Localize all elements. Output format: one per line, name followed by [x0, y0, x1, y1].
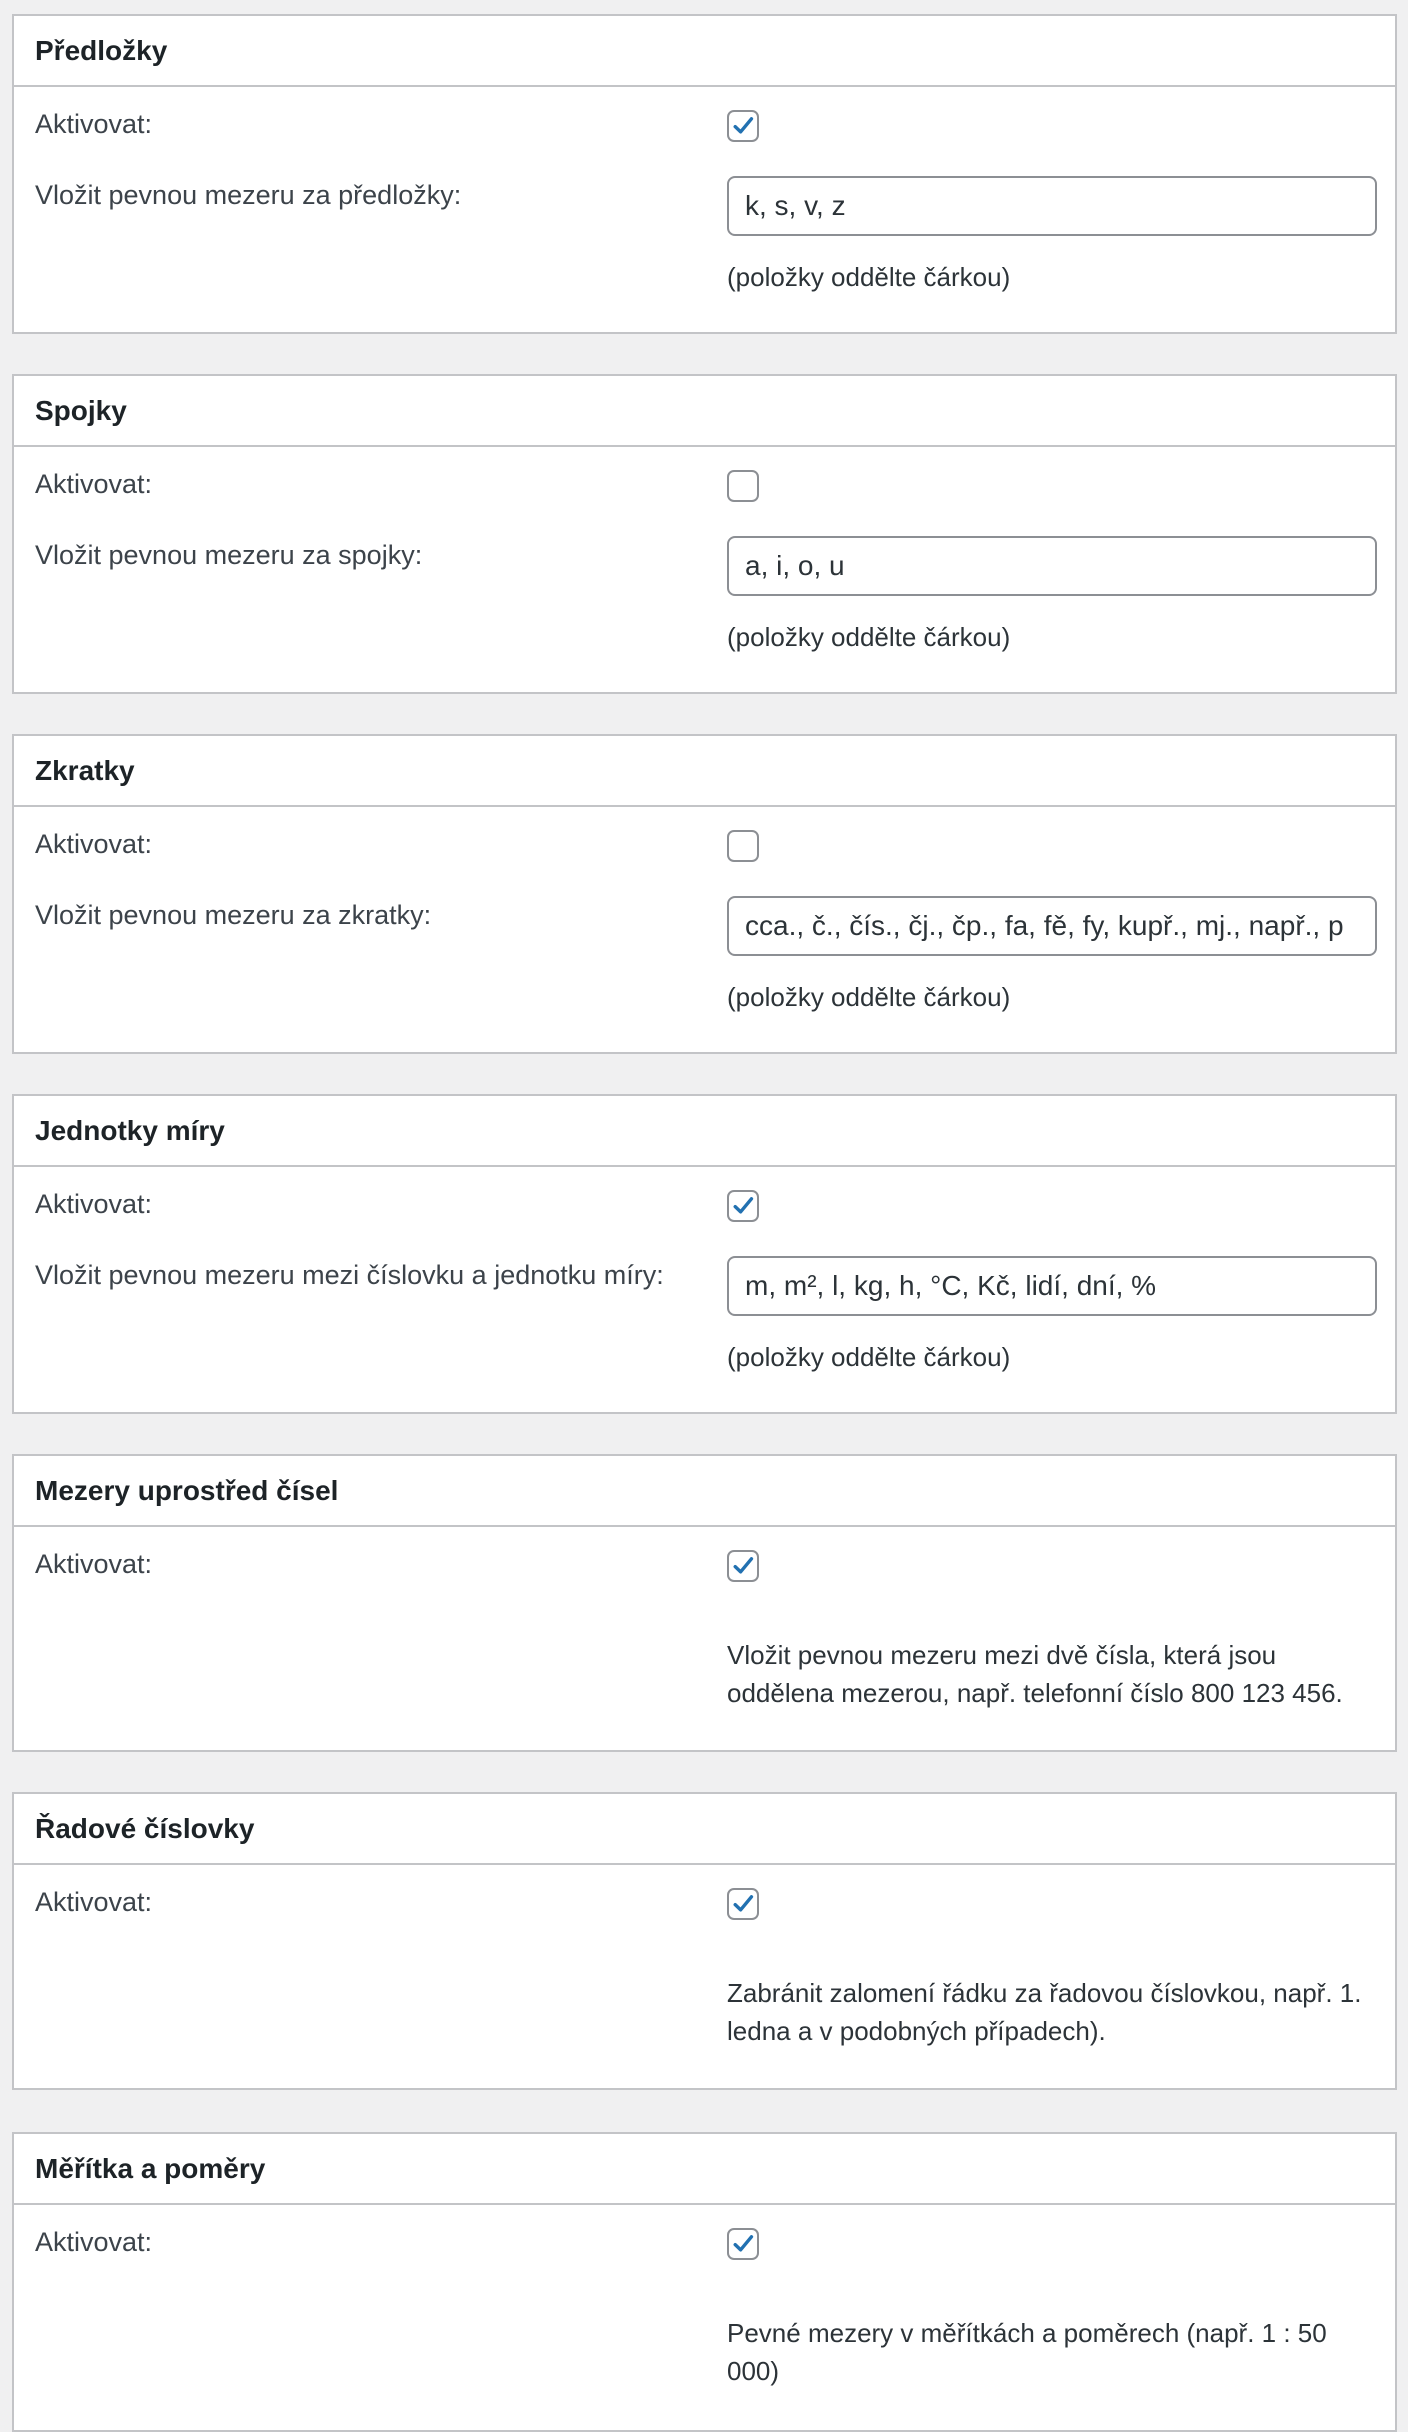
section-title: Předložky — [35, 34, 168, 66]
activate-label: Aktivovat: — [35, 2227, 153, 2257]
field-label: Vložit pevnou mezeru za spojky: — [35, 540, 423, 570]
activate-checkbox[interactable] — [727, 1888, 759, 1920]
section-title: Spojky — [35, 394, 127, 426]
section-header — [14, 376, 1395, 447]
section-header — [14, 1794, 1395, 1865]
section-radove-cislovky — [12, 1792, 1397, 2090]
section-header — [14, 2134, 1395, 2205]
activate-label: Aktivovat: — [35, 1887, 153, 1917]
field-hint: (položky oddělte čárkou) — [727, 262, 1011, 292]
field-label: Vložit pevnou mezeru mezi číslovku a jednotku míry: — [35, 1260, 664, 1290]
activate-label: Aktivovat: — [35, 829, 153, 859]
checkmark-icon — [730, 1193, 756, 1219]
section-description: Vložit pevnou mezeru mezi dvě čísla, která jsou oddělena mezerou, např. telefonní číslo 800 123 456. — [727, 1640, 1343, 1708]
section-title: Jednotky míry — [35, 1114, 225, 1146]
field-label: Vložit pevnou mezeru za předložky: — [35, 180, 462, 210]
activate-checkbox[interactable] — [727, 1550, 759, 1582]
section-title: Mezery uprostřed čísel — [35, 1474, 339, 1506]
activate-checkbox[interactable] — [727, 2228, 759, 2260]
activate-label: Aktivovat: — [35, 109, 153, 139]
section-header — [14, 1456, 1395, 1527]
checkmark-icon — [730, 1891, 756, 1917]
section-description: Pevné mezery v měřítkách a poměrech (např. 1 : 50 000) — [727, 2318, 1327, 2386]
activate-checkbox[interactable] — [727, 470, 759, 502]
section-spojky — [12, 374, 1397, 694]
section-header — [14, 1096, 1395, 1167]
section-description: Zabránit zalomení řádku za řadovou číslovkou, např. 1. ledna a v podobných případech). — [727, 1978, 1362, 2046]
section-header — [14, 16, 1395, 87]
section-title: Řadové číslovky — [35, 1812, 255, 1844]
checkmark-icon — [730, 113, 756, 139]
activate-label: Aktivovat: — [35, 469, 153, 499]
predlozky-input[interactable] — [727, 176, 1377, 236]
section-mezery-cisel — [12, 1454, 1397, 1752]
section-zkratky — [12, 734, 1397, 1054]
checkmark-icon — [730, 2231, 756, 2257]
checkmark-icon — [730, 1553, 756, 1579]
field-hint: (položky oddělte čárkou) — [727, 622, 1011, 652]
section-meritka-pomery — [12, 2132, 1397, 2432]
field-label: Vložit pevnou mezeru za zkratky: — [35, 900, 432, 930]
activate-checkbox[interactable] — [727, 110, 759, 142]
section-title: Měřítka a poměry — [35, 2152, 266, 2184]
field-hint: (položky oddělte čárkou) — [727, 1342, 1011, 1372]
spojky-input[interactable] — [727, 536, 1377, 596]
zkratky-input[interactable] — [727, 896, 1377, 956]
jednotky-input[interactable] — [727, 1256, 1377, 1316]
section-header — [14, 736, 1395, 807]
section-jednotky-miry — [12, 1094, 1397, 1414]
field-hint: (položky oddělte čárkou) — [727, 982, 1011, 1012]
activate-label: Aktivovat: — [35, 1549, 153, 1579]
section-title: Zkratky — [35, 754, 135, 786]
activate-checkbox[interactable] — [727, 830, 759, 862]
section-predlozky — [12, 14, 1397, 334]
activate-checkbox[interactable] — [727, 1190, 759, 1222]
activate-label: Aktivovat: — [35, 1189, 153, 1219]
